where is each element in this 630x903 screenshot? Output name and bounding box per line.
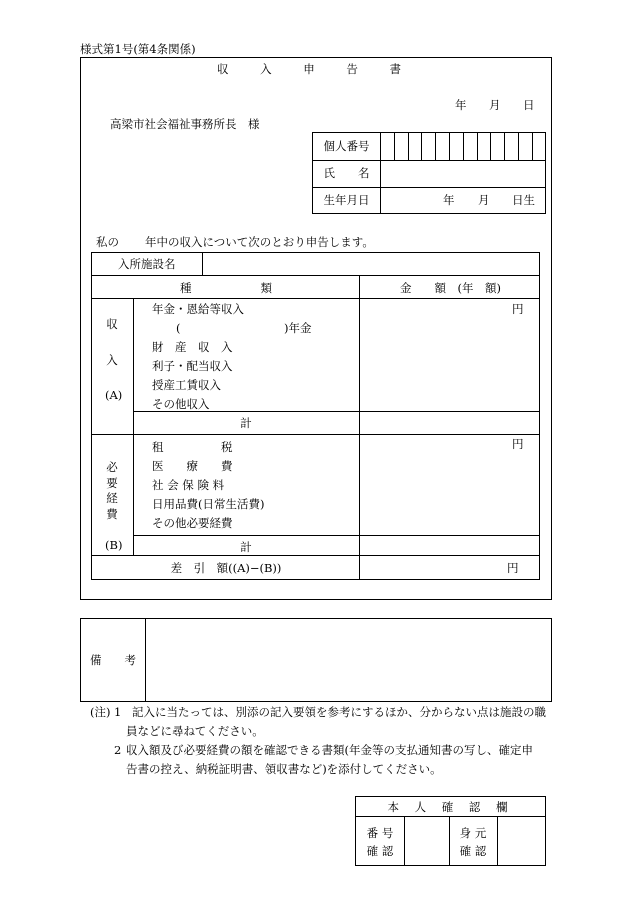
name-field[interactable] [381, 161, 546, 187]
income-item-interest: 利子・配当収入 [152, 359, 233, 373]
note-1-line1: 記入に当たっては、別添の記入要領を参考にするほか、分からない点は施設の職 [132, 705, 546, 719]
remarks-label: 備 考 [90, 653, 136, 667]
number-check-label: 番 号 確 認 [366, 826, 394, 859]
notes-prefix: (注) [90, 705, 111, 719]
birth-month-label: 月 [478, 193, 490, 207]
declaration-year-field[interactable] [124, 233, 144, 249]
personal-number-label: 個人番号 [323, 139, 370, 153]
income-yen-unit: 円 [512, 302, 524, 316]
income-section-label: 収 入 (A) [105, 317, 123, 403]
applicant-info-box [312, 132, 546, 214]
identity-check-label: 身 元 確 認 [459, 826, 487, 859]
expense-item-medical: 医 療 費 [152, 459, 233, 473]
date-day-label: 日 [523, 98, 535, 112]
expense-amount-field[interactable] [360, 435, 540, 535]
addressee: 高梁市社会福祉事務所長 様 [110, 117, 260, 131]
name-label: 氏 名 [323, 166, 370, 180]
income-amount-field[interactable] [360, 299, 540, 411]
birth-year-label: 年 [443, 193, 455, 207]
income-expense-table [91, 252, 540, 580]
note-2-line1: 収入額及び必要経費の額を確認できる書類(年金等の支払通知書の写し、確定申 [126, 743, 533, 757]
note-1-number: 1 [114, 705, 122, 719]
note-2-number: 2 [114, 743, 122, 757]
birth-day-label: 日生 [512, 193, 535, 207]
expense-item-social-insurance: 社 会 保 険 料 [152, 478, 225, 492]
expense-item-tax: 租 税 [152, 440, 233, 454]
income-item-other: その他収入 [152, 397, 210, 411]
page-title: 収 入 申 告 書 [216, 62, 416, 76]
income-item-property: 財 産 収 入 [152, 340, 233, 354]
income-total-label: 計 [240, 416, 252, 430]
expense-total-field[interactable] [360, 536, 540, 555]
facility-name-label: 入所施設名 [118, 257, 176, 271]
identity-check-field[interactable] [498, 817, 545, 865]
remarks-box [80, 618, 552, 702]
difference-amount-field[interactable] [360, 556, 540, 579]
income-item-workshop-wage: 授産工賃収入 [152, 378, 221, 392]
difference-label: 差 引 額((A)−(B)) [170, 561, 282, 575]
birthdate-label: 生年月日 [323, 193, 370, 207]
facility-name-field[interactable] [203, 253, 540, 275]
amount-column-header: 金 額 (年 額) [400, 281, 501, 295]
number-check-field[interactable] [405, 817, 448, 865]
expense-total-label: 計 [240, 540, 252, 554]
date-year-label: 年 [455, 98, 467, 112]
difference-yen-unit: 円 [507, 561, 519, 575]
confirmation-title: 本 人 確 認 欄 [387, 800, 514, 814]
income-total-field[interactable] [360, 412, 540, 434]
expense-item-other: その他必要経費 [152, 516, 233, 530]
income-item-other-pension[interactable]: ( )年金 [176, 321, 312, 335]
expense-yen-unit: 円 [512, 437, 524, 451]
date-month-label: 月 [489, 98, 501, 112]
type-column-header: 種 類 [180, 281, 272, 295]
personal-number-digit-boxes[interactable] [380, 133, 546, 160]
expense-section-label: 必 要 経 費 (B) [105, 460, 123, 552]
form-number: 様式第1号(第4条関係) [80, 42, 196, 56]
identity-confirmation-box [355, 796, 546, 866]
note-1-line2: 員などに尋ねてください。 [126, 724, 264, 738]
note-2-line2: 告書の控え、納税証明書、領収書など)を添付してください。 [126, 762, 442, 776]
remarks-field[interactable] [146, 619, 551, 701]
declaration-prefix: 私の [96, 235, 119, 249]
expense-item-daily-goods: 日用品費(日常生活費) [152, 497, 265, 511]
income-item-pension: 年金・恩給等収入 [152, 302, 244, 316]
declaration-suffix: 年中の収入について次のとおり申告します。 [145, 235, 374, 249]
